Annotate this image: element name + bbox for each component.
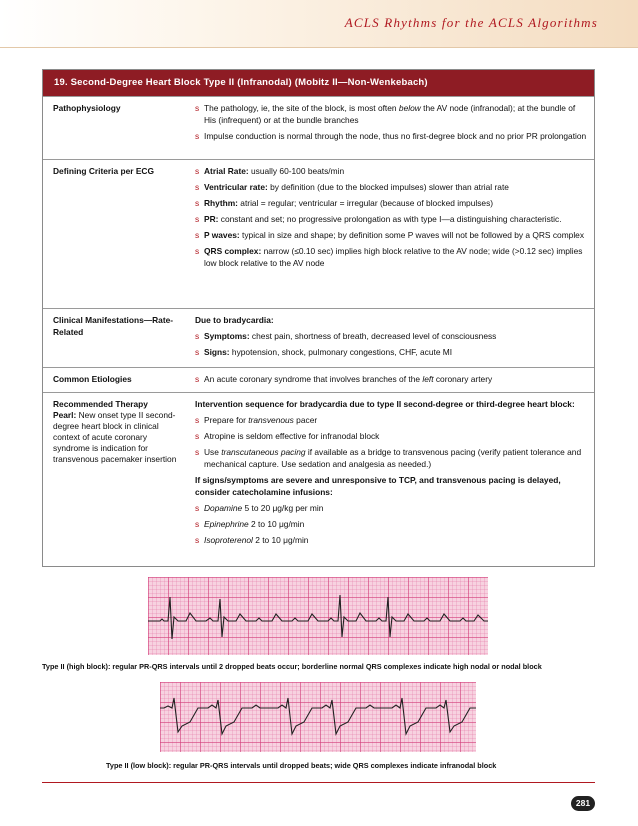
term: QRS complex: (204, 246, 262, 256)
list-item (195, 213, 587, 225)
row-clinical-manifestations (43, 308, 594, 367)
text: if available as a bridge to transvenous pacing (verify patient tolerance and mechanical capture. Use sedation and analgesia as needed.) (204, 447, 582, 469)
list-item (195, 197, 587, 209)
bullet-marker: s (195, 374, 200, 384)
list-item (195, 165, 587, 177)
list-item (195, 181, 587, 193)
bullet-marker: s (195, 198, 200, 208)
drug-name: Isoproterenol (204, 535, 253, 545)
term: PR: (204, 214, 219, 224)
label-common-etiologies: Common Etiologies (53, 374, 132, 384)
text: pacer (293, 415, 318, 425)
drug-dose: 2 to 10 μg/min (252, 535, 309, 545)
text: Use (204, 447, 222, 457)
term: P waves: (204, 230, 240, 240)
pearl-text: New onset type II second-degree heart block in clinical context of acute coronary syndrome is indication for transvenous pacemaker insertion (53, 410, 177, 464)
content-defining-criteria (195, 165, 587, 273)
text: the AV node (infranodal); at the bundle of His (infrequent) or at the bundle branches (204, 103, 576, 125)
term: Atrial Rate: (204, 166, 249, 176)
label-pathophysiology: Pathophysiology (53, 103, 121, 113)
label-defining-criteria: Defining Criteria per ECG (53, 166, 154, 176)
content-recommended-therapy (195, 398, 587, 550)
bullet-marker: s (195, 535, 200, 545)
list-item (195, 502, 587, 514)
content-pathophysiology (195, 102, 587, 146)
bullet-marker: s (195, 415, 200, 425)
text: hypotension, shock, pulmonary congestions, CHF, acute MI (229, 347, 453, 357)
list-item (195, 330, 587, 342)
bullet-marker: s (195, 166, 200, 176)
ecg-trace-high (148, 577, 488, 655)
header-title: ACLS Rhythms for the ACLS Algorithms (344, 15, 598, 30)
bullet-marker: s (195, 246, 200, 256)
text: Atropine is seldom effective for infranodal block (204, 431, 380, 441)
content-clinical-manifestations (195, 314, 587, 362)
row-pathophysiology (43, 96, 594, 159)
list-item (195, 102, 587, 126)
page-number: 281 (571, 796, 595, 811)
text: Prepare for (204, 415, 249, 425)
term: Signs: (204, 347, 230, 357)
list-item (195, 414, 587, 426)
drug-name: Epinephrine (204, 519, 249, 529)
subheading: Intervention sequence for bradycardia due to type II second-degree or third-degree heart block: (195, 399, 575, 409)
term: Ventricular rate: (204, 182, 268, 192)
text: coronary artery (433, 374, 493, 384)
text-emphasis: below (398, 103, 421, 113)
list-item (195, 518, 587, 530)
list-item (195, 130, 587, 142)
text: usually 60-100 beats/min (248, 166, 345, 176)
text: An acute coronary syndrome that involves branches of the (204, 374, 423, 384)
text: narrow (≤0.10 sec) implies high block relative to the AV node; wide (>0.12 sec) implies low block relative to the AV node (204, 246, 583, 268)
ecg-strip-high-block (148, 577, 488, 655)
bullet-marker: s (195, 230, 200, 240)
row-defining-criteria (43, 159, 594, 308)
caption-low-block: Type II (low block): regular PR-QRS intervals until dropped beats; wide QRS complexes indicate infranodal block (106, 761, 497, 770)
pearl-note (53, 410, 185, 465)
bullet-marker: s (195, 182, 200, 192)
term: Symptoms: (204, 331, 250, 341)
list-item (195, 534, 587, 546)
bullet-marker: s (195, 331, 200, 341)
therapy-left (53, 398, 185, 465)
drug-dose: 2 to 10 μg/min (248, 519, 305, 529)
list-item (195, 229, 587, 241)
footer-rule (42, 782, 595, 783)
ecg-strip-low-block (160, 682, 476, 752)
text: atrial = regular; ventricular = irregular (because of blocked impulses) (237, 198, 494, 208)
bullet-marker: s (195, 131, 200, 141)
term: Rhythm: (204, 198, 238, 208)
list-item (195, 373, 587, 385)
list-item (195, 245, 587, 269)
label-clinical-manifestations: Clinical Manifestations—Rate-Related (53, 315, 174, 337)
caption-high-block: Type II (high block): regular PR-QRS intervals until 2 dropped beats occur; borderline normal QRS complexes indicate high nodal or nodal block (42, 662, 542, 671)
text: constant and set; no progressive prolongation as with type I—a distinguishing characteristic. (218, 214, 562, 224)
row-common-etiologies (43, 367, 594, 392)
bullet-marker: s (195, 347, 200, 357)
text-emphasis: transcutaneous pacing (221, 447, 306, 457)
text: typical in size and shape; by definition some P waves will not be followed by a QRS complex (239, 230, 585, 240)
ecg-trace-low (160, 682, 476, 752)
bullet-marker: s (195, 103, 200, 113)
text: by definition (due to the blocked impulses) slower than atrial rate (267, 182, 509, 192)
list-item (195, 430, 587, 442)
subheading: Due to bradycardia: (195, 315, 274, 325)
text: chest pain, shortness of breath, decreased level of consciousness (249, 331, 497, 341)
section-title: 19. Second-Degree Heart Block Type II (Infranodal) (Mobitz II—Non-Wenkebach) (43, 70, 594, 96)
text-emphasis: left (422, 374, 434, 384)
list-item (195, 446, 587, 470)
drug-name: Dopamine (204, 503, 243, 513)
label-recommended-therapy: Recommended Therapy (53, 399, 148, 409)
bullet-marker: s (195, 214, 200, 224)
header-rule (0, 47, 638, 48)
content-common-etiologies (195, 373, 587, 389)
subheading: If signs/symptoms are severe and unresponsive to TCP, and transvenous pacing is delayed, consider catecholamine infusions: (195, 475, 561, 497)
pearl-label: Pearl: (53, 410, 77, 420)
bullet-marker: s (195, 431, 200, 441)
rhythm-table (42, 69, 595, 567)
bullet-marker: s (195, 519, 200, 529)
bullet-marker: s (195, 447, 200, 457)
text-emphasis: transvenous (248, 415, 294, 425)
row-recommended-therapy (43, 392, 594, 569)
page-header (0, 0, 638, 48)
text: The pathology, ie, the site of the block, is most often (204, 103, 399, 113)
bullet-marker: s (195, 503, 200, 513)
drug-dose: 5 to 20 μg/kg per min (242, 503, 324, 513)
list-item (195, 346, 587, 358)
text: Impulse conduction is normal through the node, thus no first-degree block and no prior PR prolongation (204, 131, 587, 141)
